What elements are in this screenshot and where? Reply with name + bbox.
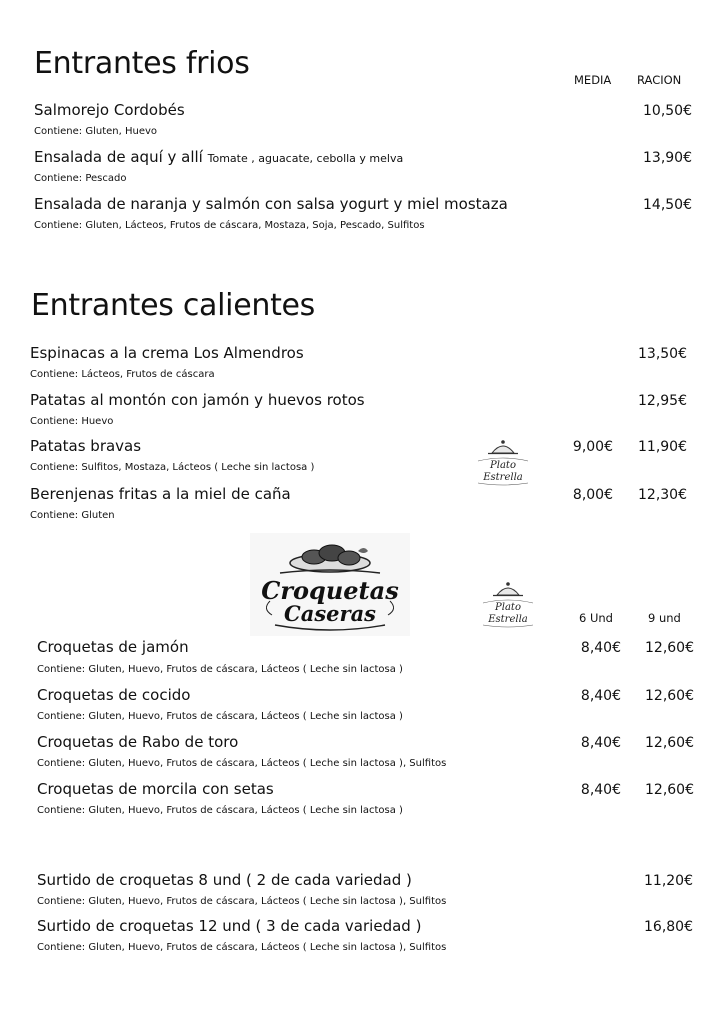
menu-item-name: Patatas al montón con jamón y huevos rotos [30,391,365,409]
menu-item-allergens: Contiene: Sulfitos, Mostaza, Lácteos ( Leche sin lactosa ) [30,462,315,473]
badge-line1: Plato [490,460,516,471]
menu-item-price-racion: 11,90€ [638,439,687,455]
menu-item-price-racion: 13,50€ [638,346,687,362]
menu-item-allergens: Contiene: Gluten, Huevo, Frutos de cáscara, Lácteos ( Leche sin lactosa ), Sulfitos [37,758,447,769]
menu-item-price-racion: 12,95€ [638,393,687,409]
menu-item-price-racion: 10,50€ [643,103,692,119]
column-header-racion: RACION [637,73,682,87]
menu-item-allergens: Contiene: Gluten, Huevo, Frutos de cáscara, Lácteos ( Leche sin lactosa ) [37,664,403,675]
logo-line2: Caseras [284,601,376,626]
menu-item-allergens: Contiene: Huevo [30,416,114,427]
menu-item-name: Ensalada de naranja y salmón con salsa yogurt y miel mostaza [34,195,508,213]
menu-item-price-9: 12,60€ [645,782,694,798]
menu-item-name: Croquetas de morcila con setas [37,780,274,798]
menu-item-description: Tomate , aguacate, cebolla y melva [207,152,404,165]
menu-item-allergens: Contiene: Gluten, Huevo, Frutos de cáscara, Lácteos ( Leche sin lactosa ) [37,711,403,722]
menu-item-price-racion: 13,90€ [643,150,692,166]
badge-line2: Estrella [488,614,528,625]
column-header-6-und: 6 Und [579,611,613,625]
section-title-frios: Entrantes frios [34,46,250,81]
menu-item-price-9: 12,60€ [645,640,694,656]
menu-item-price: 16,80€ [644,919,693,935]
plato-estrella-badge [470,433,536,487]
badge-line1: Plato [495,602,521,613]
menu-item-name: Croquetas de Rabo de toro [37,733,239,751]
section-title-calientes: Entrantes calientes [31,288,316,323]
menu-item-allergens: Contiene: Gluten, Lácteos, Frutos de cáscara, Mostaza, Soja, Pescado, Sulfitos [34,220,425,231]
menu-item-allergens: Contiene: Pescado [34,173,127,184]
cloche-icon [470,433,536,487]
menu-item-name: Espinacas a la crema Los Almendros [30,344,304,362]
column-header-media: MEDIA [574,73,612,87]
menu-item-name: Berenjenas fritas a la miel de caña [30,485,291,503]
menu-item-allergens: Contiene: Gluten [30,510,115,521]
menu-item-allergens: Contiene: Gluten, Huevo, Frutos de cáscara, Lácteos ( Leche sin lactosa ), Sulfitos [37,942,447,953]
menu-item-price-racion: 12,30€ [638,487,687,503]
menu-item-name: Surtido de croquetas 12 und ( 3 de cada variedad ) [37,917,422,935]
menu-item-name: Croquetas de cocido [37,686,191,704]
plato-estrella-badge [475,575,541,629]
menu-item-price-6: 8,40€ [580,735,621,751]
menu-item-name: Salmorejo Cordobés [34,101,185,119]
menu-item-allergens: Contiene: Lácteos, Frutos de cáscara [30,369,215,380]
menu-item-price-6: 8,40€ [580,782,621,798]
menu-item-price-9: 12,60€ [645,735,694,751]
logo-line1: Croquetas [261,576,399,605]
menu-item-price-9: 12,60€ [645,688,694,704]
menu-item-name: Ensalada de aquí y allí Tomate , aguacate, cebolla y melva [34,148,404,166]
menu-item-price-6: 8,40€ [580,640,621,656]
cloche-icon [475,575,541,629]
menu-item-price: 11,20€ [644,873,693,889]
menu-item-price-media: 8,00€ [572,487,613,503]
menu-item-name: Surtido de croquetas 8 und ( 2 de cada variedad ) [37,871,412,889]
menu-item-name: Patatas bravas [30,437,142,455]
badge-line2: Estrella [483,472,523,483]
menu-item-price-6: 8,40€ [580,688,621,704]
menu-item-allergens: Contiene: Gluten, Huevo, Frutos de cáscara, Lácteos ( Leche sin lactosa ) [37,805,403,816]
menu-item-price-media: 9,00€ [572,439,613,455]
menu-item-price-racion: 14,50€ [643,197,692,213]
column-header-9-und: 9 und [648,611,681,625]
croquetas-caseras-logo [250,533,410,636]
croquetas-illustration-icon [250,533,410,636]
menu-item-allergens: Contiene: Gluten, Huevo, Frutos de cáscara, Lácteos ( Leche sin lactosa ), Sulfitos [37,896,447,907]
menu-item-allergens: Contiene: Gluten, Huevo [34,126,158,137]
menu-item-name: Croquetas de jamón [37,638,189,656]
